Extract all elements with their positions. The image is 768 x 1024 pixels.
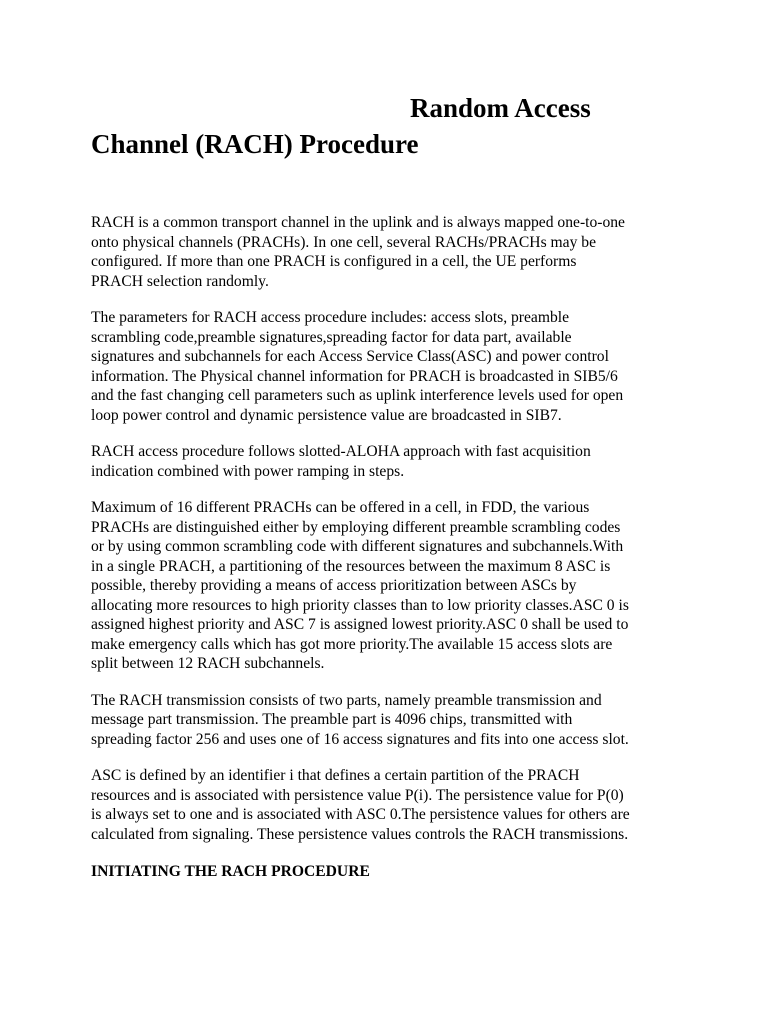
text-line: RACH is a common transport channel in the uplink and is always mapped one-to-one bbox=[91, 214, 625, 231]
text-line: resources and is associated with persistence value P(i). The persistence value for P(0) bbox=[91, 786, 624, 804]
text-line: possible, thereby providing a means of access prioritization between ASCs by bbox=[91, 577, 577, 594]
section-heading: INITIATING THE RACH PROCEDURE bbox=[91, 863, 370, 880]
text-line: assigned highest priority and ASC 7 is assigned lowest priority.ASC 0 shall be used to bbox=[91, 616, 629, 633]
title-line-1: Random Access bbox=[410, 93, 591, 123]
text-line: calculated from signaling. These persistence values controls the RACH transmissions. bbox=[91, 825, 629, 843]
paragraph-asc-persistence bbox=[91, 766, 691, 844]
text-line: split between 12 RACH subchannels. bbox=[91, 655, 325, 672]
text-line: configured. If more than one PRACH is configured in a cell, the UE performs bbox=[91, 253, 577, 270]
text-line: Maximum of 16 different PRACHs can be offered in a cell, in FDD, the various bbox=[91, 499, 590, 516]
text-line: is always set to one and is associated with ASC 0.The persistence values for others are bbox=[91, 806, 630, 823]
text-line: message part transmission. The preamble part is 4096 chips, transmitted with bbox=[91, 711, 573, 728]
text-line: RACH access procedure follows slotted-ALOHA approach with fast acquisition bbox=[91, 443, 591, 460]
paragraph-prach-partitioning bbox=[91, 498, 691, 674]
text-line: spreading factor 256 and uses one of 16 access signatures and fits into one access slot. bbox=[91, 730, 629, 748]
title-line-2: Channel (RACH) Procedure bbox=[91, 129, 419, 159]
text-line: make emergency calls which has got more priority.The available 15 access slots are bbox=[91, 635, 613, 653]
document-title bbox=[91, 90, 691, 162]
text-line: signatures and subchannels for each Access Service Class(ASC) and power control bbox=[91, 348, 609, 365]
document-body bbox=[91, 213, 691, 882]
text-line: allocating more resources to high priority classes than to low priority classes.ASC 0 is bbox=[91, 596, 629, 614]
text-line: or by using common scrambling code with different signatures and subchannels.With bbox=[91, 538, 624, 555]
paragraph-rach-overview bbox=[91, 213, 691, 291]
paragraph-rach-transmission bbox=[91, 691, 691, 750]
text-line: The RACH transmission consists of two parts, namely preamble transmission and bbox=[91, 691, 602, 709]
text-line: loop power control and dynamic persistence value are broadcasted in SIB7. bbox=[91, 406, 562, 424]
paragraph-access-parameters bbox=[91, 308, 691, 425]
text-line: and the fast changing cell parameters such as uplink interference levels used for open bbox=[91, 387, 624, 404]
text-line: scrambling code,preamble signatures,spreading factor for data part, available bbox=[91, 328, 572, 346]
text-line: information. The Physical channel information for PRACH is broadcasted in SIB5/6 bbox=[91, 367, 618, 385]
text-line: PRACH selection randomly. bbox=[91, 272, 269, 290]
paragraph-slotted-aloha bbox=[91, 442, 691, 481]
text-line: The parameters for RACH access procedure includes: access slots, preamble bbox=[91, 309, 570, 326]
text-line: ASC is defined by an identifier i that defines a certain partition of the PRACH bbox=[91, 767, 580, 784]
text-line: indication combined with power ramping in steps. bbox=[91, 462, 405, 480]
text-line: onto physical channels (PRACHs). In one cell, several RACHs/PRACHs may be bbox=[91, 233, 596, 251]
text-line: in a single PRACH, a partitioning of the resources between the maximum 8 ASC is bbox=[91, 557, 611, 575]
text-line: PRACHs are distinguished either by employing different preamble scrambling codes bbox=[91, 518, 621, 536]
